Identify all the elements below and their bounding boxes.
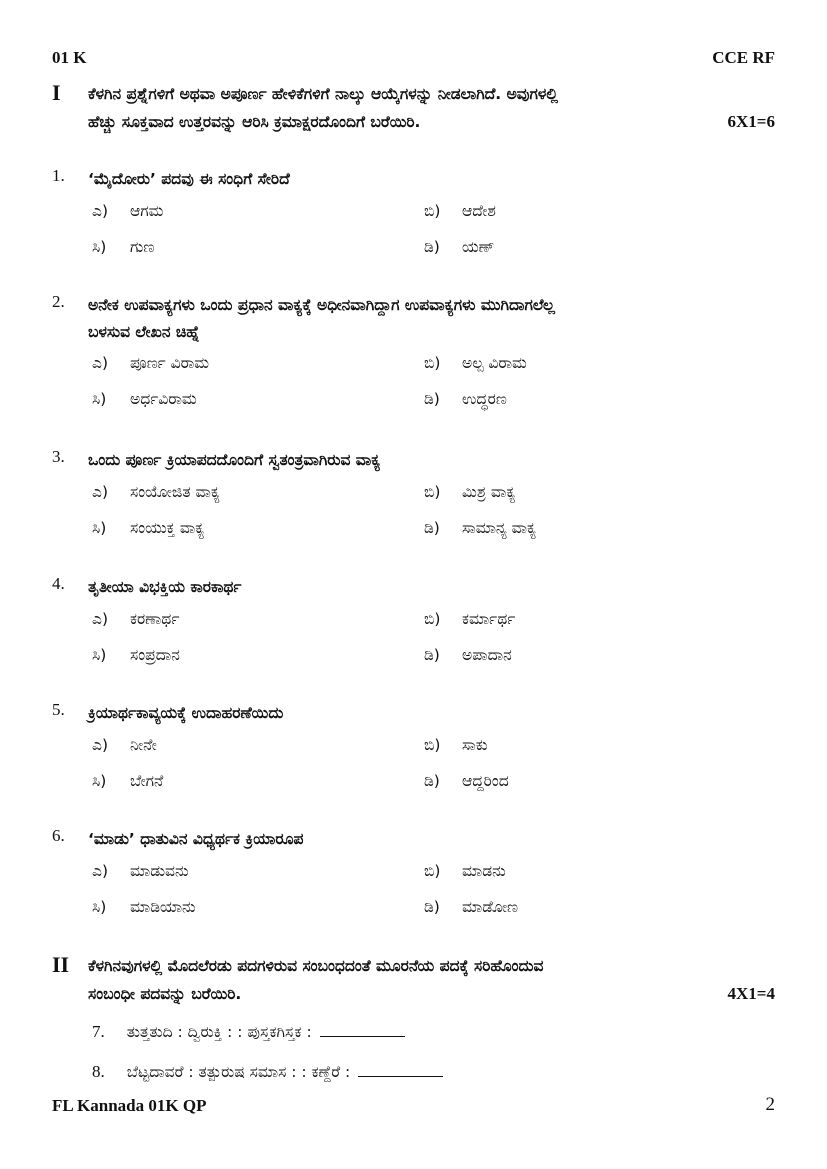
option[interactable]: [92, 610, 179, 629]
option-text: ಮಿಶ್ರ ವಾಕ್ಯ: [462, 483, 516, 501]
option-label: ಡಿ): [424, 519, 440, 537]
option-label: ಎ): [92, 483, 108, 501]
page-number: 2: [765, 1094, 775, 1115]
question-text-line2: ಬಳಸುವ ಲೇಖನ ಚಿಹ್ನೆ: [88, 323, 200, 341]
option-label: ಬಿ): [424, 736, 441, 754]
question-text-line1: ಒಂದು ಪೂರ್ಣ ಕ್ರಿಯಾಪದದೊಂದಿಗೆ ಸ್ವತಂತ್ರವಾಗಿರುವ ವಾಕ್ಯ: [88, 451, 381, 469]
option[interactable]: [424, 202, 496, 221]
option-label: ಬಿ): [424, 483, 441, 501]
section-1-instruction-line2: ಹೆಚ್ಚು ಸೂಕ್ತವಾದ ಉತ್ತರವನ್ನು ಆರಿಸಿ ಕ್ರಮಾಕ್ಷರದೊಂದಿಗೆ ಬರೆಯಿರಿ.: [88, 113, 421, 131]
option[interactable]: [424, 898, 518, 917]
section-2-instruction-line2: ಸಂಬಂಧೀ ಪದವನ್ನು ಬರೆಯಿರಿ.: [88, 985, 242, 1003]
option[interactable]: [92, 646, 180, 665]
section-2-marks: 4X1=4: [727, 984, 775, 1003]
option-label: ಡಿ): [424, 390, 440, 408]
option-label: ಬಿ): [424, 354, 441, 372]
option[interactable]: [92, 238, 154, 257]
section-1-marks: 6X1=6: [727, 112, 775, 131]
header-series: CCE RF: [712, 48, 775, 67]
option-label: ಸಿ): [92, 519, 107, 537]
question-number: 6.: [52, 826, 65, 845]
option-text: ಅಪಾದಾನ: [462, 646, 512, 664]
option-label: ಡಿ): [424, 646, 440, 664]
option-text: ಮಾಡಿಯಾನು: [130, 898, 196, 916]
option-text: ಆದೇಶ: [462, 202, 496, 220]
option-text: ಆದ್ದರಿಂದ: [462, 772, 509, 790]
option-text: ಮಾಡೋಣ: [462, 898, 519, 916]
option-label: ಬಿ): [424, 202, 441, 220]
question-number: 4.: [52, 574, 65, 593]
option[interactable]: [424, 862, 506, 881]
option-text: ಪೂರ್ಣ ವಿರಾಮ: [130, 354, 210, 372]
option-label: ಸಿ): [92, 772, 107, 790]
option[interactable]: [92, 483, 220, 502]
option[interactable]: [424, 354, 527, 373]
option-label: ಡಿ): [424, 898, 440, 916]
option-text: ಬೇಗನೆ: [130, 772, 164, 790]
question-text-line1: ಅನೇಕ ಉಪವಾಕ್ಯಗಳು ಒಂದು ಪ್ರಧಾನ ವಾಕ್ಯಕ್ಕೆ ಅಧೀನವಾಗಿದ್ದಾಗ ಉಪವಾಕ್ಯಗಳು ಮುಗಿದಾಗಲೆಲ್ಲ: [88, 296, 555, 314]
answer-blank[interactable]: [358, 1062, 443, 1077]
option-label: ಎ): [92, 736, 108, 754]
section-1-number: I: [52, 80, 61, 105]
option[interactable]: [424, 483, 515, 502]
analogy-item-7: [92, 1022, 405, 1042]
option-text: ಕರ್ಮಾರ್ಥ: [462, 610, 516, 628]
question-number: 2.: [52, 292, 65, 311]
option-text: ಸಂಯುಕ್ತ ವಾಕ್ಯ: [130, 519, 205, 537]
question-text-line1: ಕ್ರಿಯಾರ್ಥಕಾವ್ಯಯಕ್ಕೆ ಉದಾಹರಣೆಯಿದು: [88, 704, 284, 722]
option-text: ಸಂಯೋಜಿತ ವಾಕ್ಯ: [130, 483, 220, 501]
option-label: ಸಿ): [92, 898, 107, 916]
option[interactable]: [92, 898, 196, 917]
analogy-text: ಬೆಟ್ಟದಾವರೆ : ತತ್ಪುರುಷ ಸಮಾಸ : : ಕಣ್ದೆರೆ :: [126, 1063, 351, 1081]
option-text: ಉದ್ಧರಣ: [462, 390, 507, 408]
option[interactable]: [424, 519, 536, 538]
option-text: ಅಲ್ಪ ವಿರಾಮ: [462, 354, 527, 372]
analogy-number: 7.: [92, 1022, 105, 1041]
option-text: ಅರ್ಧವಿರಾಮ: [130, 390, 197, 408]
option-text: ನೀನೇ: [130, 736, 157, 754]
option-label: ಎ): [92, 862, 108, 880]
option-label: ಎ): [92, 354, 108, 372]
question-text-line1: ತೃತೀಯಾ ವಿಭಕ್ತಿಯ ಕಾರಕಾರ್ಥ: [88, 578, 242, 596]
footer-paper-code: FL Kannada 01K QP: [52, 1096, 207, 1115]
option-text: ಸಾಕು: [462, 736, 488, 754]
question-number: 5.: [52, 700, 65, 719]
question-text: [88, 166, 778, 193]
option[interactable]: [92, 772, 163, 791]
option-text: ಯಣ್: [462, 238, 495, 256]
option-label: ಎ): [92, 610, 108, 628]
analogy-number: 8.: [92, 1062, 105, 1081]
option-label: ಸಿ): [92, 646, 107, 664]
option-label: ಬಿ): [424, 610, 441, 628]
option-label: ಸಿ): [92, 390, 107, 408]
option[interactable]: [424, 772, 509, 791]
option-label: ಡಿ): [424, 772, 440, 790]
question-number: 1.: [52, 166, 65, 185]
option-text: ಸಂಪ್ರದಾನ: [130, 646, 180, 664]
option-label: ಬಿ): [424, 862, 441, 880]
option[interactable]: [424, 238, 494, 257]
option[interactable]: [424, 736, 488, 755]
option-text: ಮಾಡನು: [462, 862, 506, 880]
analogy-text: ತುತ್ತತುದಿ : ದ್ವಿರುಕ್ತಿ : : ಪುಸ್ತಕಗಿಸ್ತಕ :: [126, 1023, 312, 1041]
header-code: 01 K: [52, 48, 87, 67]
question-text: [88, 574, 778, 601]
option-label: ಸಿ): [92, 238, 107, 256]
option-text: ಸಾಮಾನ್ಯ ವಾಕ್ಯ: [462, 519, 537, 537]
question-text: [88, 447, 778, 474]
question-text-line1: ‘ಮೈದೋರು’ ಪದವು ಈ ಸಂಧಿಗೆ ಸೇರಿದೆ: [88, 170, 290, 188]
question-number: 3.: [52, 447, 65, 466]
option[interactable]: [424, 390, 507, 409]
analogy-item-8: [92, 1062, 443, 1082]
option-text: ಆಗಮ: [130, 202, 164, 220]
answer-blank[interactable]: [320, 1022, 405, 1037]
option[interactable]: [92, 736, 157, 755]
section-1-instruction-line1: ಕೆಳಗಿನ ಪ್ರಶ್ನೆಗಳಿಗೆ ಅಥವಾ ಅಪೂರ್ಣ ಹೇಳಿಕೆಗಳಿಗೆ ನಾಲ್ಕು ಆಯ್ಕೆಗಳನ್ನು ನೀಡಲಾಗಿದೆ. ಅವುಗಳಲ್ಲಿ: [88, 85, 558, 103]
option[interactable]: [424, 646, 512, 665]
option-text: ಕರಣಾರ್ಥ: [130, 610, 180, 628]
option[interactable]: [92, 354, 209, 373]
question-text: [88, 826, 778, 853]
option-text: ಮಾಡುವನು: [130, 862, 189, 880]
option-label: ಎ): [92, 202, 108, 220]
option-text: ಗುಣ: [130, 238, 155, 256]
option[interactable]: [92, 519, 204, 538]
option-label: ಡಿ): [424, 238, 440, 256]
option[interactable]: [92, 202, 163, 221]
section-2-instruction: [88, 952, 778, 1008]
question-text: [88, 700, 778, 727]
section-1-instruction: [88, 80, 778, 136]
question-text: [88, 292, 778, 346]
option[interactable]: [424, 610, 515, 629]
option[interactable]: [92, 862, 189, 881]
section-2-instruction-line1: ಕೆಳಗಿನವುಗಳಲ್ಲಿ ಮೊದಲೆರಡು ಪದಗಳಿರುವ ಸಂಬಂಧದಂತೆ ಮೂರನೆಯ ಪದಕ್ಕೆ ಸರಿಹೊಂದುವ: [88, 957, 544, 975]
question-text-line1: ‘ಮಾಡು’ ಧಾತುವಿನ ವಿಧ್ಯರ್ಥಕ ಕ್ರಿಯಾರೂಪ: [88, 830, 304, 848]
section-2-number: II: [52, 952, 70, 977]
option[interactable]: [92, 390, 197, 409]
